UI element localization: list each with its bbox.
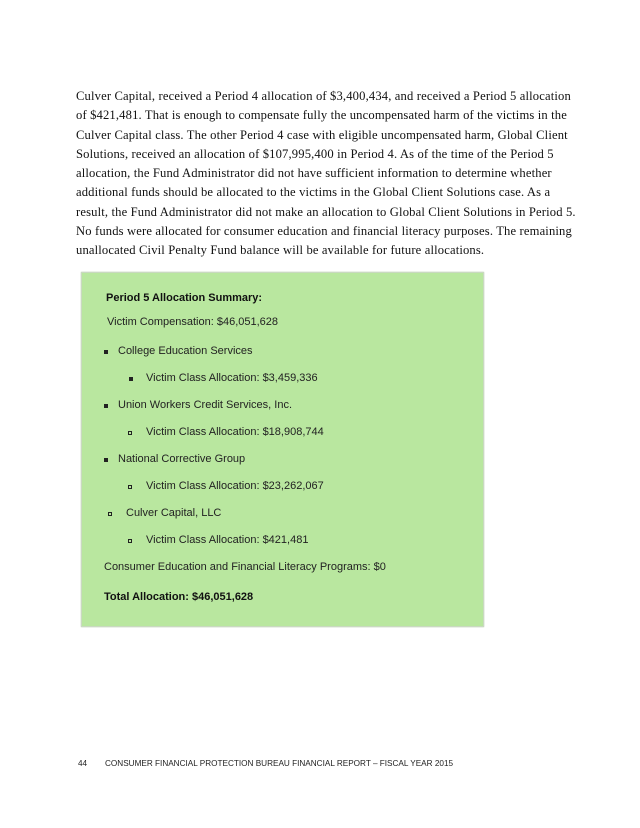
- item-allocation: Victim Class Allocation: $421,481: [146, 534, 309, 546]
- body-paragraph: [76, 87, 576, 261]
- item-name: College Education Services: [118, 345, 253, 357]
- bullet-square-icon: [104, 404, 108, 408]
- item-allocation: Victim Class Allocation: $18,908,744: [146, 426, 324, 438]
- victim-compensation: Victim Compensation: $46,051,628: [107, 316, 279, 328]
- bullet-hollow-square-icon: [128, 485, 132, 489]
- summary-title: Period 5 Allocation Summary:: [106, 292, 263, 304]
- paragraph-line: Culver Capital, received a Period 4 allocation of $3,400,434, and received a Period 5 allocation: [76, 89, 571, 103]
- footer-text: CONSUMER FINANCIAL PROTECTION BUREAU FINANCIAL REPORT – FISCAL YEAR 2015: [105, 759, 454, 768]
- paragraph-line: unallocated Civil Penalty Fund balance will be available for future allocations.: [76, 243, 485, 258]
- bullet-square-icon: [104, 350, 108, 354]
- bullet-hollow-square-icon: [108, 512, 112, 516]
- paragraph-line: Solutions, received an allocation of $107,995,400 in Period 4. As of the time of the Period 5: [76, 146, 554, 161]
- paragraph-line: of $421,481. That is enough to compensate fully the uncompensated harm of the victims in the: [76, 108, 567, 123]
- item-name: National Corrective Group: [118, 453, 246, 465]
- paragraph-line: Culver Capital class. The other Period 4 case with eligible uncompensated harm, Global Client: [76, 127, 568, 142]
- item-name: Culver Capital, LLC: [126, 507, 222, 519]
- bullet-square-icon: [104, 458, 108, 462]
- consumer-education-line: Consumer Education and Financial Literacy Programs: $0: [104, 561, 386, 573]
- allocation-summary-box: [81, 272, 484, 627]
- bullet-square-icon: [129, 377, 133, 381]
- bullet-hollow-square-icon: [128, 431, 132, 435]
- page-number: 44: [78, 759, 88, 768]
- item-allocation: Victim Class Allocation: $23,262,067: [146, 480, 324, 492]
- total-allocation: Total Allocation: $46,051,628: [104, 591, 254, 603]
- paragraph-line: No funds were allocated for consumer education and financial literacy purposes. The remaining: [76, 224, 572, 239]
- item-name: Union Workers Credit Services, Inc.: [118, 399, 293, 411]
- paragraph-line: result, the Fund Administrator did not make an allocation to Global Client Solutions in Period 5.: [76, 204, 576, 219]
- item-allocation: Victim Class Allocation: $3,459,336: [146, 372, 318, 384]
- paragraph-line: additional funds should be allocated to the victims in the Global Client Solutions case. As a: [76, 185, 551, 200]
- bullet-hollow-square-icon: [128, 539, 132, 543]
- paragraph-line: allocation, the Fund Administrator did not have sufficient information to determine whether: [76, 166, 552, 181]
